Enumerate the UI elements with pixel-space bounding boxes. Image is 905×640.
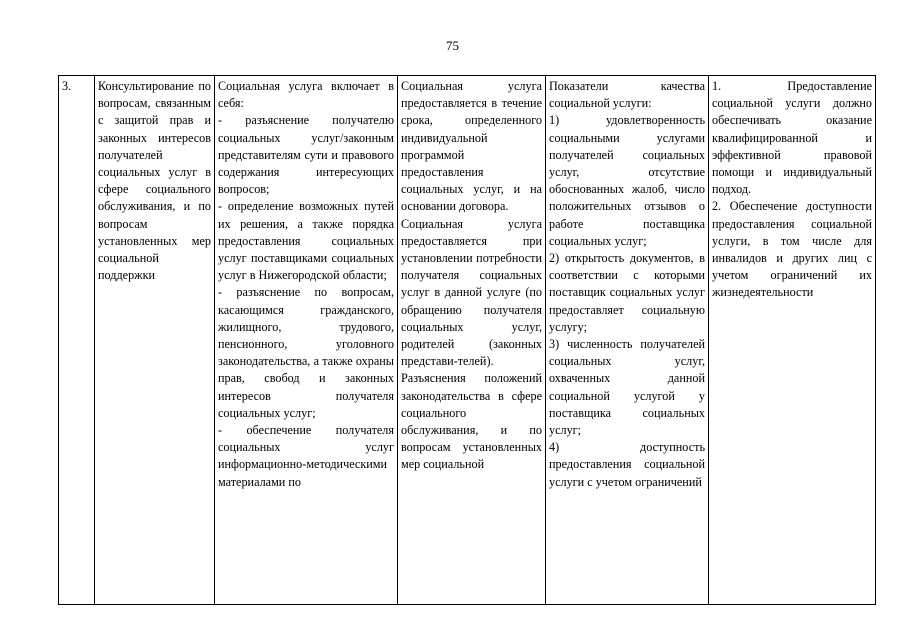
quality-indicators-cell: [546, 76, 709, 605]
service-content-cell: [215, 76, 398, 605]
quality-paragraph: 1) удовлетворенность социальными услугами получателей социальных услуг, отсутствие обоснованных жалоб, число положительных отзывов о работе поставщика социальных услуг;: [549, 113, 705, 248]
service-term-cell: [398, 76, 546, 605]
conditions-paragraph: 1. Предоставление социальной услуги должно обеспечивать оказание квалифицированной и эффективной правовой помощи и индивидуальный подход.: [712, 79, 872, 197]
quality-paragraph: 2) открытость документов, в соответствии с которыми поставщик социальных услуг предоставляет социальную услугу;: [549, 251, 705, 334]
content-paragraph: Социальная услуга включает в себя:: [218, 79, 394, 111]
content-paragraph: - обеспечение получателя социальных услуг информационно-методическими материалами по: [218, 423, 394, 489]
quality-paragraph: 3) численность получателей социальных услуг, охваченных данной социальной услугой у поставщика социальных услуг;: [549, 337, 705, 438]
quality-paragraph: 4) доступность предоставления социальной услуги с учетом ограничений: [549, 440, 705, 489]
content-paragraph: - определение возможных путей их решения, а также порядка предоставления социальных услуг поставщиками социальных услуг в Нижегородской области;: [218, 199, 394, 283]
page-number: 75: [446, 38, 459, 53]
term-paragraph: Разъяснения положений законодательства в сфере социального обслуживания, и по вопросам установленных мер социальной: [401, 371, 542, 472]
term-paragraph: Социальная услуга предоставляется при установлении потребности получателя социальных услуг в данной услуге (по обращению получателя социальных услуг, родителей (законных представи-телей).: [401, 216, 542, 369]
row-number-cell: 3.: [59, 76, 95, 605]
table-row: [59, 76, 876, 605]
content-paragraph: - разъяснение получателю социальных услуг/законным представителям сути и правового содержания интересующих вопросов;: [218, 113, 394, 197]
conditions-paragraph: 2. Обеспечение доступности предоставления социальной услуги, в том числе для инвалидов и других лиц с учетом ограничений их жизнедеятельности: [712, 199, 872, 300]
services-table: [58, 75, 876, 605]
service-conditions-cell: [709, 76, 876, 605]
term-paragraph: Социальная услуга предоставляется в течение срока, определенного индивидуальной программой предоставления социальных услуг, и на основании договора.: [401, 79, 542, 214]
quality-paragraph: Показатели качества социальной услуги:: [549, 79, 705, 111]
service-name-cell: Консультирование по вопросам, связанным с защитой прав и законных интересов получателей социальных услуг в сфере социального обслуживания, и по вопросам установленных мер социальной поддержки: [95, 76, 215, 605]
content-paragraph: - разъяснение по вопросам, касающимся гражданского, жилищного, трудового, пенсионного, уголовного законодательства, а также охраны прав, свобод и законных интересов получателя социальных услуг;: [218, 285, 394, 420]
